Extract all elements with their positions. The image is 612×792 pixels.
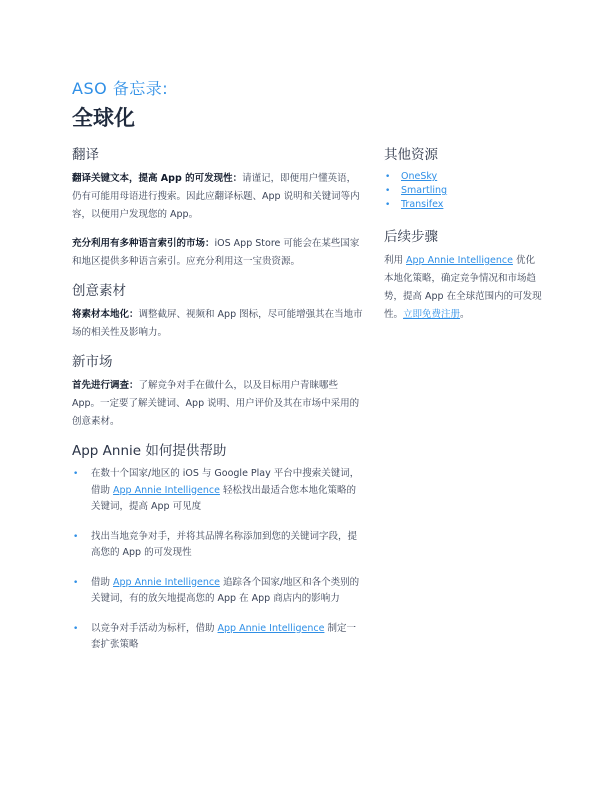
list-item	[72, 575, 364, 608]
resource-item	[384, 170, 544, 184]
next-steps-text	[384, 252, 544, 324]
section-creative	[72, 282, 364, 342]
paragraph	[72, 377, 364, 431]
section-heading: App Annie 如何提供帮助	[72, 443, 227, 459]
list-item	[72, 529, 364, 562]
paragraph	[72, 170, 364, 224]
section-translation	[72, 146, 364, 271]
bullet-icon: •	[385, 200, 391, 210]
body-text: 了解竞争对手在做什么，以及目标用户青睐哪些 App。一定要了解关键词、App 说明、用户评价及其在市场中采用的创意素材。	[72, 380, 360, 427]
memo-kicker: ASO 备忘录:	[72, 79, 169, 98]
resource-link-onesky[interactable]: OneSky	[401, 171, 438, 182]
body-text: 调整截屏、视频和 App 图标，尽可能增强其在当地市场的相关性及影响力。	[72, 309, 363, 338]
body-text: iOS App Store 可能会在某些国家和地区提供多种语言索引。应充分利用这一宝贵资源。	[72, 238, 360, 267]
resources-heading: 其他资源	[384, 147, 438, 163]
item-text: 在数十个国家/地区的 iOS 与 Google Play 平台中搜索关键词，借助	[91, 468, 360, 496]
section-help	[72, 442, 364, 654]
lead-text: 首先进行调查：	[72, 380, 139, 391]
resource-link-transifex[interactable]: Transifex	[401, 199, 444, 210]
item-text: 轻松找出最适合您本地化策略的关键词，提高 App 可见度	[91, 484, 356, 512]
lead-text: 翻译关键文本，提高 App 的可发现性：	[72, 173, 243, 184]
section-heading: 新市场	[72, 354, 113, 370]
item-text: 找出当地竞争对手，并将其品牌名称添加到您的关键词字段，提高您的 App 的可发现性	[91, 530, 358, 558]
section-new-markets	[72, 353, 364, 431]
body-text: 请谨记，即便用户懂英语，仍有可能用母语进行搜索。因此应翻译标题、App 说明和关键词等内容，以便用户发现您的 App。	[72, 173, 360, 220]
intelligence-link[interactable]: App Annie Intelligence	[113, 484, 220, 496]
paragraph	[72, 306, 364, 342]
bullet-icon: •	[385, 186, 391, 196]
bullet-icon: •	[73, 577, 79, 588]
next-steps-heading: 后续步骤	[384, 229, 438, 245]
intelligence-link[interactable]: App Annie Intelligence	[406, 255, 513, 266]
section-heading: 创意素材	[72, 283, 126, 299]
bullet-icon: •	[73, 623, 79, 634]
list-item	[72, 466, 364, 516]
list-item	[72, 621, 364, 654]
item-text: 制定一套扩张策略	[91, 622, 356, 650]
item-text: 追踪各个国家/地区和各个类别的关键词，有的放矢地提高您的 App 在 App 商店内的影响力	[91, 576, 360, 604]
signup-link[interactable]: 立即免费注册	[403, 309, 461, 320]
body-text: 。	[460, 309, 470, 320]
item-text: 借助	[91, 576, 114, 588]
resources-list	[384, 170, 544, 212]
bullet-icon: •	[73, 469, 79, 479]
help-list	[72, 466, 364, 654]
resource-item	[384, 198, 544, 212]
body-text: 利用	[384, 255, 407, 266]
bullet-icon: •	[385, 172, 391, 182]
section-heading: 翻译	[72, 147, 99, 163]
resource-link-smartling[interactable]: Smartling	[401, 185, 448, 196]
page-title: 全球化	[72, 106, 135, 130]
item-text: 以竞争对手活动为标杆，借助	[91, 622, 218, 634]
paragraph	[72, 235, 364, 271]
main-column	[72, 146, 364, 667]
lead-text: 将素材本地化：	[72, 309, 139, 320]
sidebar	[384, 146, 544, 335]
intelligence-link[interactable]: App Annie Intelligence	[113, 576, 220, 588]
lead-text: 充分利用有多种语言索引的市场：	[72, 238, 215, 249]
bullet-icon: •	[73, 531, 79, 542]
intelligence-link[interactable]: App Annie Intelligence	[217, 622, 325, 634]
resource-item	[384, 184, 544, 198]
body-text: 优化本地化策略，确定竞争情况和市场趋势，提高 App 在全球范围内的可发现性。	[384, 255, 542, 320]
